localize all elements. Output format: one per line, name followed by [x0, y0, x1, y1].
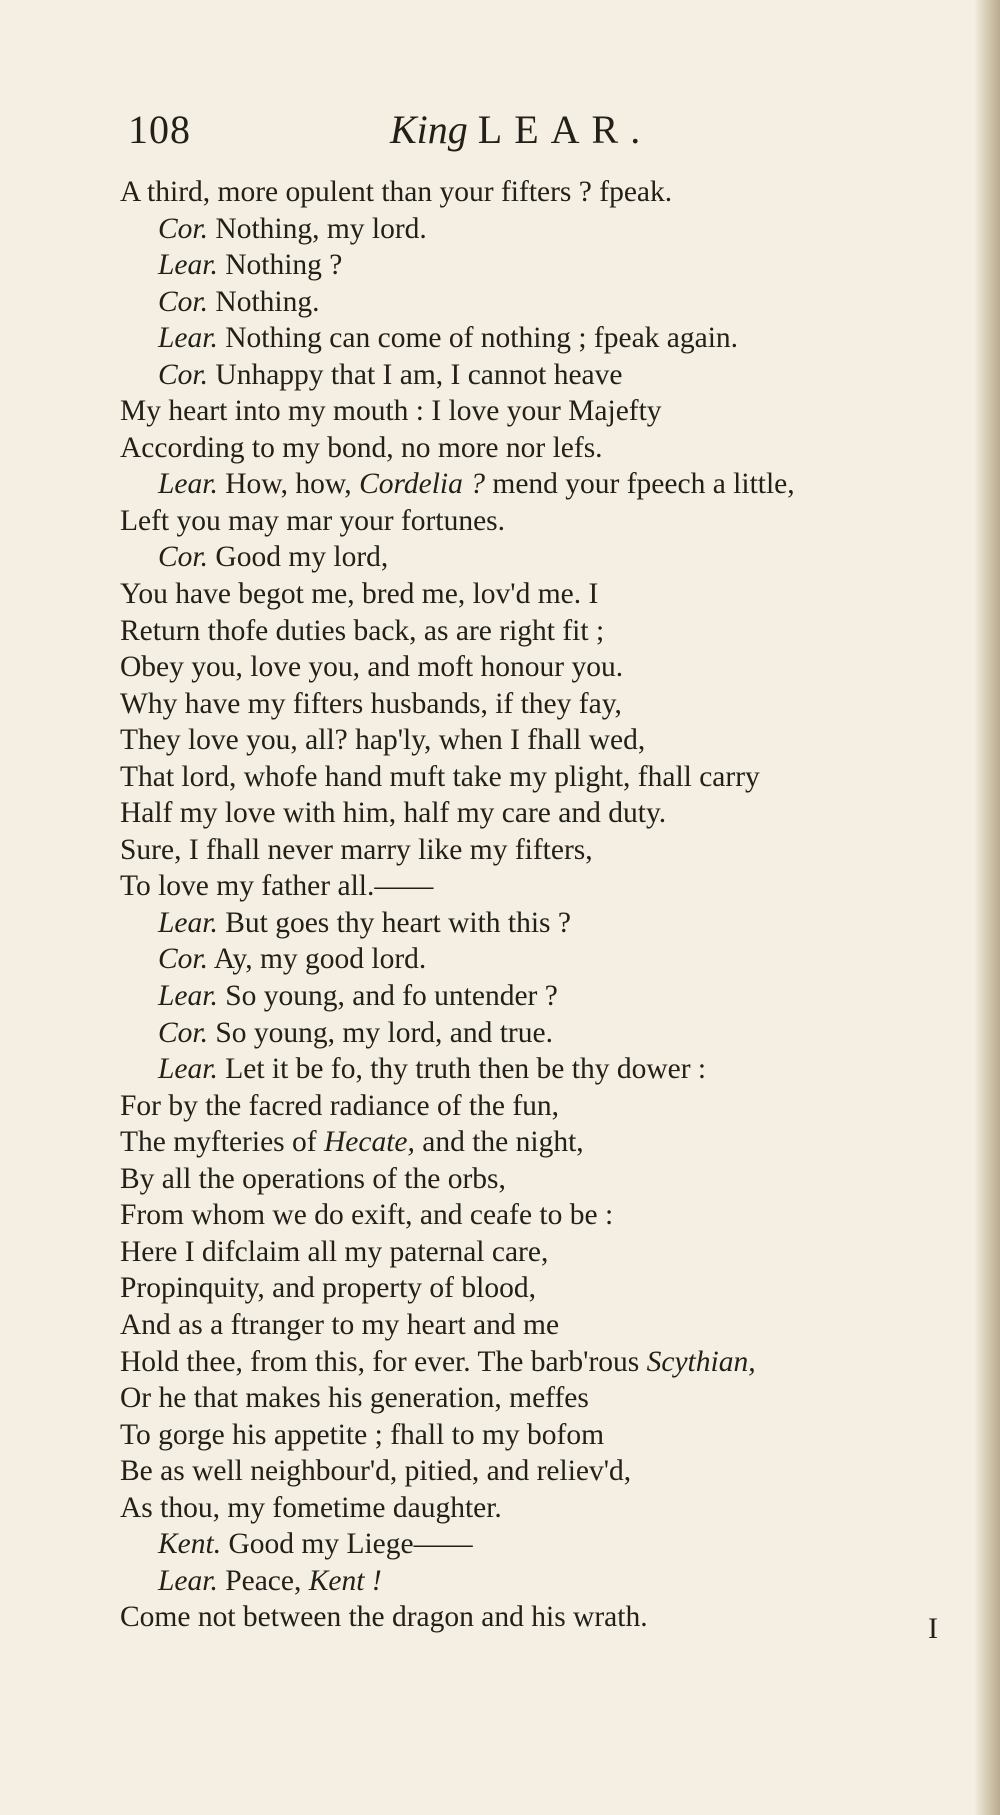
line-text: A third, more opulent than your fifters ? fpeak.	[120, 176, 673, 208]
text-line	[120, 1380, 950, 1417]
italic-name: Kent !	[308, 1564, 382, 1597]
line-text: Nothing, my lord.	[208, 212, 427, 245]
text-line	[120, 1234, 950, 1271]
italic-name: Cordelia ?	[359, 468, 485, 501]
running-header	[122, 106, 942, 166]
text-line	[120, 576, 950, 613]
speaker-name: Cor.	[158, 1016, 209, 1049]
line-text: My heart into my mouth : I love your Majefty	[120, 395, 662, 428]
speaker-name: Cor.	[158, 285, 209, 318]
text-line	[120, 1344, 950, 1381]
line-text: Obey you, love you, and moft honour you.	[120, 651, 624, 684]
text-line	[120, 393, 950, 430]
text-line	[120, 759, 950, 796]
text-line	[120, 978, 950, 1015]
text-line	[120, 1124, 950, 1161]
speaker-name: Lear.	[158, 1053, 218, 1086]
text-line	[120, 941, 950, 978]
text-line	[120, 174, 950, 211]
text-line	[120, 686, 950, 723]
line-text: Good my Liege——	[221, 1528, 473, 1561]
line-text: The myfteries of	[120, 1126, 324, 1159]
text-line	[120, 905, 950, 942]
speaker-name: Cor.	[158, 212, 209, 245]
line-text: From whom we do exift, and ceafe to be :	[120, 1199, 614, 1232]
text-line	[120, 320, 950, 357]
line-text: As thou, my fometime daughter.	[120, 1491, 502, 1524]
line-text: Why have my fifters husbands, if they fay,	[120, 687, 622, 720]
line-text-after: and the night,	[414, 1126, 584, 1159]
line-text: To love my father all.——	[120, 870, 434, 903]
text-line	[120, 1307, 950, 1344]
line-text: You have begot me, bred me, lov'd me. I	[120, 578, 599, 611]
line-text: Nothing can come of nothing ; fpeak again.	[217, 322, 739, 355]
line-text: So young, and fo untender ?	[217, 980, 558, 1013]
speaker-name: Lear.	[158, 1564, 218, 1597]
text-line	[120, 1161, 950, 1198]
line-text: Nothing ?	[217, 249, 343, 282]
line-text: Peace,	[217, 1564, 309, 1597]
line-text: Good my lord,	[208, 541, 389, 574]
speaker-name: Cor.	[158, 943, 209, 976]
running-title-king: King	[390, 107, 468, 152]
line-text: They love you, all? hap'ly, when I fhall wed,	[120, 724, 646, 757]
text-line	[120, 1490, 950, 1527]
running-title	[390, 106, 652, 153]
text-line	[120, 1417, 950, 1454]
speaker-name: Kent.	[158, 1528, 222, 1561]
text-line	[120, 211, 950, 248]
text-line	[120, 795, 950, 832]
speaker-name: Lear.	[158, 322, 218, 355]
line-text: Nothing.	[208, 285, 320, 318]
line-text: Let it be fo, thy truth then be thy dower :	[217, 1053, 707, 1086]
text-line	[120, 466, 950, 503]
text-line	[120, 649, 950, 686]
speaker-name: Lear.	[158, 249, 218, 282]
line-text: Ay, my good lord.	[208, 943, 427, 976]
text-line	[120, 1197, 950, 1234]
text-line	[120, 1088, 950, 1125]
speaker-name: Lear.	[158, 468, 218, 501]
text-line	[120, 1015, 950, 1052]
speaker-name: Lear.	[158, 906, 218, 939]
line-text: Hold thee, from this, for ever. The barb'rous	[120, 1345, 647, 1378]
speaker-name: Cor.	[158, 541, 209, 574]
line-text: To gorge his appetite ; fhall to my bofom	[120, 1418, 605, 1451]
text-line	[120, 357, 950, 394]
text-line	[120, 247, 950, 284]
running-title-lear: LEAR.	[477, 107, 653, 152]
line-text: By all the operations of the orbs,	[120, 1162, 506, 1195]
line-text: Unhappy that I am, I cannot heave	[208, 358, 623, 391]
speaker-name: Cor.	[158, 358, 209, 391]
page-edge-shadow	[974, 0, 1000, 1815]
text-line	[120, 1453, 950, 1490]
line-text: For by the facred radiance of the fun,	[120, 1089, 560, 1122]
line-text: So young, my lord, and true.	[208, 1016, 553, 1049]
line-text: Left you may mar your fortunes.	[120, 504, 506, 537]
line-text: According to my bond, no more nor lefs.	[120, 431, 603, 464]
italic-name: Scythian,	[646, 1345, 756, 1378]
line-text: Here I difclaim all my paternal care,	[120, 1235, 549, 1268]
text-line	[120, 284, 950, 321]
text-line	[120, 722, 950, 759]
text-line	[120, 539, 950, 576]
text-line	[120, 1526, 950, 1563]
line-text: Propinquity, and property of blood,	[120, 1272, 536, 1305]
text-line	[120, 868, 950, 905]
text-line	[120, 1563, 950, 1600]
text-line	[120, 1270, 950, 1307]
line-text: Or he that makes his generation, meffes	[120, 1382, 589, 1415]
line-text: And as a ftranger to my heart and me	[120, 1308, 560, 1341]
line-text-after: mend your fpeech a little,	[485, 468, 795, 501]
line-text: That lord, whofe hand muft take my plight, fhall carry	[120, 760, 760, 793]
italic-name: Hecate,	[323, 1126, 415, 1159]
text-line	[120, 503, 950, 540]
line-text: But goes thy heart with this ?	[217, 906, 571, 939]
text-line	[120, 430, 950, 467]
text-line	[120, 613, 950, 650]
line-text: Return thofe duties back, as are right fit ;	[120, 614, 605, 647]
speaker-name: Lear.	[158, 980, 218, 1013]
text-line	[120, 832, 950, 869]
play-text	[120, 174, 950, 1636]
line-text: How, how,	[217, 468, 360, 501]
line-text: Half my love with him, half my care and duty.	[120, 797, 667, 830]
line-text: Be as well neighbour'd, pitied, and reliev'd,	[120, 1455, 632, 1488]
text-line	[120, 1599, 950, 1636]
page-number: 108	[128, 107, 191, 152]
catchword: I	[928, 1612, 938, 1645]
line-text: Come not between the dragon and his wrath.	[120, 1601, 648, 1634]
line-text: Sure, I fhall never marry like my fifters,	[120, 833, 593, 866]
text-line	[120, 1051, 950, 1088]
